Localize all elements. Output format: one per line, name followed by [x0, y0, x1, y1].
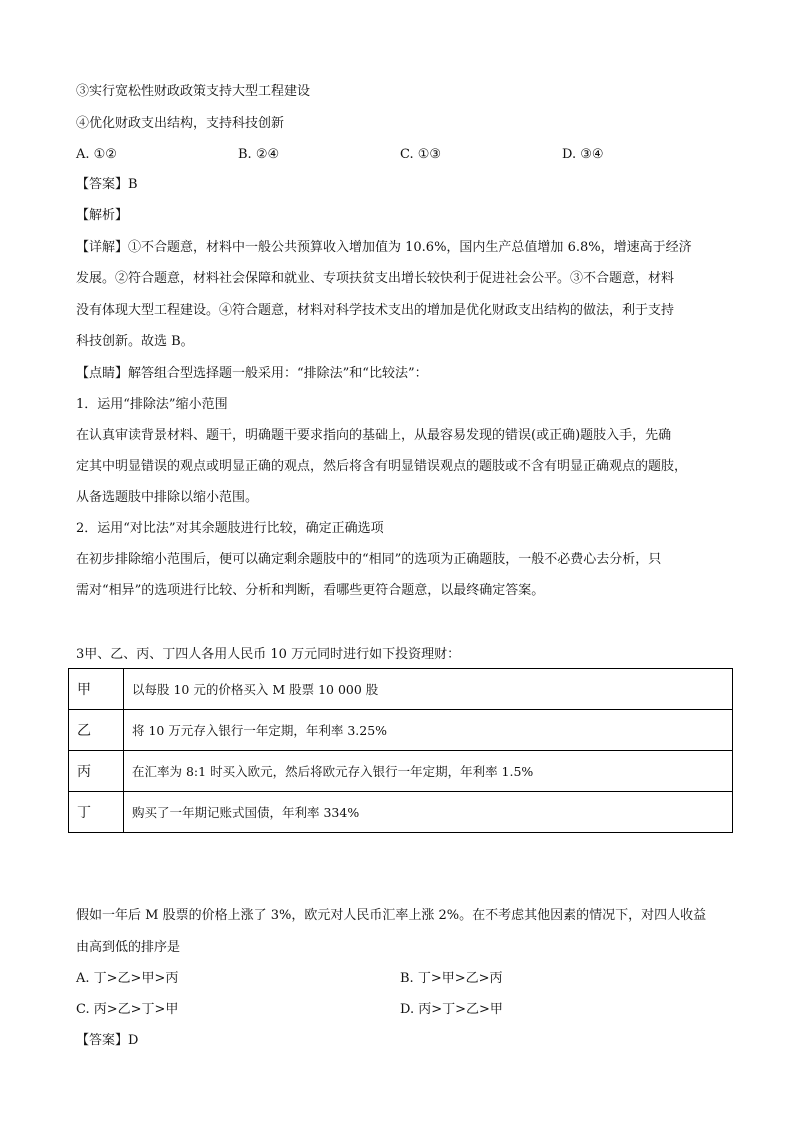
q3-question-line: 由高到低的排序是	[76, 940, 181, 955]
q2-tip-title: 【点睛】解答组合型选择题一般采用：“排除法”和“比较法”：	[76, 366, 428, 381]
q3-option-c: C. 丙>乙>丁>甲	[76, 1002, 179, 1017]
table-cell-plan: 购买了一年期记账式国债，年利率 334%	[124, 792, 733, 833]
q2-tip2-body-line: 需对“相异”的选项进行比较、分析和判断，看哪些更符合题意，以最终确定答案。	[76, 583, 545, 598]
q2-item-4: ④优化财政支出结构，支持科技创新	[76, 116, 285, 131]
table-cell-person: 丙	[69, 751, 124, 792]
q2-option-c: C. ①③	[400, 147, 442, 162]
q2-analysis-label: 【解析】	[76, 208, 129, 223]
q2-option-d: D. ③④	[562, 147, 604, 162]
table-row	[69, 751, 733, 792]
q2-tip1-body-line: 定其中明显错误的观点或明显正确的观点，然后将含有明显错误观点的题肢或不含有明显正确观点的题肢，	[76, 459, 688, 474]
table-cell-plan: 将 10 万元存入银行一年定期，年利率 3.25%	[124, 710, 733, 751]
table-cell-person: 丁	[69, 792, 124, 833]
table-cell-plan: 以每股 10 元的价格买入 M 股票 10 000 股	[124, 669, 733, 710]
table-cell-person: 甲	[69, 669, 124, 710]
table-cell-plan: 在汇率为 8:1 时买入欧元，然后将欧元存入银行一年定期，年利率 1.5%	[124, 751, 733, 792]
table-row	[69, 792, 733, 833]
q2-detail-line: 【详解】①不合题意，材料中一般公共预算收入增加值为 10.6%，国内生产总值增加 6.8%，增速高于经济	[76, 240, 692, 255]
q2-option-b: B. ②④	[238, 147, 280, 162]
q2-tip1-body-line: 从备选题肢中排除以缩小范围。	[76, 490, 259, 505]
q2-detail-line: 发展。②符合题意，材料社会保障和就业、专项扶贫支出增长较快利于促进社会公平。③不合题意，材料	[76, 271, 675, 286]
q3-answer: 【答案】D	[76, 1033, 139, 1048]
investment-table	[68, 668, 733, 833]
q2-detail-line: 没有体现大型工程建设。④符合题意，材料对科学技术支出的增加是优化财政支出结构的做法，利于支持	[76, 303, 675, 318]
q2-tip2-title: 2．运用“对比法”对其余题肢进行比较，确定正确选项	[76, 521, 384, 536]
q2-item-3: ③实行宽松性财政政策支持大型工程建设	[76, 84, 311, 99]
q2-detail-line: 科技创新。故选 B。	[76, 334, 194, 349]
q2-option-a: A. ①②	[76, 147, 117, 162]
table-row	[69, 710, 733, 751]
q3-stem: 3甲、乙、丙、丁四人各用人民币 10 万元同时进行如下投资理财：	[76, 647, 461, 662]
q2-answer: 【答案】B	[76, 177, 138, 192]
q3-option-d: D. 丙>丁>乙>甲	[400, 1002, 503, 1017]
q3-option-a: A. 丁>乙>甲>丙	[76, 971, 179, 986]
table-row	[69, 669, 733, 710]
table-cell-person: 乙	[69, 710, 124, 751]
q2-tip1-title: 1．运用“排除法”缩小范围	[76, 397, 228, 412]
q3-option-b: B. 丁>甲>乙>丙	[400, 971, 503, 986]
q2-tip1-body-line: 在认真审读背景材料、题干，明确题干要求指向的基础上，从最容易发现的错误(或正确)题肢入手，先确	[76, 428, 672, 443]
q2-tip2-body-line: 在初步排除缩小范围后，便可以确定剩余题肢中的“相同”的选项为正确题肢，一般不必费心去分析，只	[76, 552, 662, 567]
q3-question-line: 假如一年后 M 股票的价格上涨了 3%，欧元对人民币汇率上涨 2%。在不考虑其他因素的情况下，对四人收益	[76, 908, 707, 923]
